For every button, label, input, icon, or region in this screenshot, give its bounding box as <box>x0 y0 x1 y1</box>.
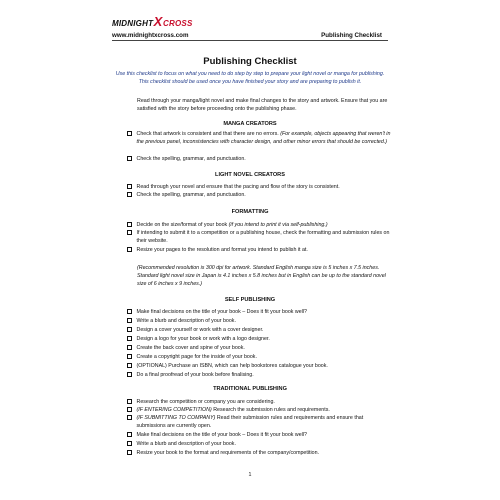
checklist-item <box>127 183 392 191</box>
checkbox-icon[interactable] <box>127 131 132 136</box>
checkbox-icon[interactable] <box>127 441 132 446</box>
item-text: Decide on the size/format of your book <box>136 222 229 228</box>
item-text: Check the spelling, grammar, and punctuation. <box>136 156 246 162</box>
checkbox-icon[interactable] <box>127 327 132 332</box>
checklist-item <box>127 344 392 352</box>
checkbox-icon[interactable] <box>127 184 132 189</box>
website-url: www.midnightxcross.com <box>112 32 189 39</box>
item-text: Design a cover yourself or work with a cover designer. <box>136 327 264 333</box>
item-text: Read through your novel and ensure that the pacing and flow of the story is consistent. <box>136 184 340 190</box>
header-divider <box>112 40 388 41</box>
item-text: Create the back cover and spine of your book. <box>136 345 245 351</box>
checkbox-icon[interactable] <box>127 309 132 314</box>
checkbox-icon[interactable] <box>127 450 132 455</box>
checkbox-icon[interactable] <box>127 372 132 377</box>
formatting-note: (Recommended resolution is 300 dpi for artwork. Standard English manga size is 5 inches x 7.5 inches. Standard light novel size in Japan is 4.1 inches x 5.8 inches but in English can be up to the standard novel size of 6 inches x 9 inches.) <box>137 265 386 288</box>
item-condition: (IF ENTERING COMPETITION) <box>136 407 212 413</box>
lead-paragraph: Read through your manga/light novel and make final changes to the story and artwork. Ensure that you are satisfied with the story before proceeding onto the publishing phase. <box>137 98 388 113</box>
midnightxcross-logo <box>112 11 192 31</box>
checklist-item <box>127 353 392 361</box>
page-title: Publishing Checklist <box>203 56 297 67</box>
item-note: (For example, objects appearing that weren't in the previous panel, inconsistencies with character design, and other minor errors that should be corrected.) <box>136 131 391 146</box>
checkbox-icon[interactable] <box>127 318 132 323</box>
item-text: Check the spelling, grammar, and punctuation. <box>136 192 246 198</box>
item-text: Resize your book to the format and requirements of the company/competition. <box>136 450 320 456</box>
checkbox-icon[interactable] <box>127 345 132 350</box>
checklist-item <box>127 221 392 229</box>
checklist-item <box>127 229 392 245</box>
checklist-item <box>127 406 392 414</box>
item-text: Write a blurb and description of your book. <box>136 318 236 324</box>
checkbox-icon[interactable] <box>127 415 132 420</box>
section-heading-light-novel: LIGHT NOVEL CREATORS <box>215 172 285 178</box>
logo-text-right: CROSS <box>163 18 193 28</box>
item-text: If intending to submit it to a competition or a publishing house, check the formatting and submission rules on their website. <box>136 230 390 245</box>
section-heading-formatting: FORMATTING <box>231 209 269 215</box>
checklist-item <box>127 335 392 343</box>
checkbox-icon[interactable] <box>127 247 132 252</box>
header-doc-label: Publishing Checklist <box>321 32 382 39</box>
checklist-item <box>127 130 392 146</box>
item-text: Resize your pages to the resolution and format you intend to publish it at. <box>136 247 308 253</box>
item-text: Check that artwork is consistent and that there are no errors. <box>136 131 281 137</box>
checklist-item <box>127 362 392 370</box>
checkbox-icon[interactable] <box>127 399 132 404</box>
checklist-item <box>127 317 392 325</box>
checklist-item <box>127 414 392 430</box>
item-text: Research the submission rules and requirements. <box>211 407 330 413</box>
checkbox-icon[interactable] <box>127 354 132 359</box>
checklist-item <box>127 440 392 448</box>
checkbox-icon[interactable] <box>127 230 132 235</box>
checklist-item <box>127 326 392 334</box>
checklist-item <box>127 449 392 457</box>
checkbox-icon[interactable] <box>127 432 132 437</box>
checkbox-icon[interactable] <box>127 407 132 412</box>
checkbox-icon[interactable] <box>127 222 132 227</box>
checklist-item <box>127 431 392 439</box>
checkbox-icon[interactable] <box>127 156 132 161</box>
checkbox-icon[interactable] <box>127 363 132 368</box>
item-text: (OPTIONAL) Purchase an ISBN, which can help bookstores catalogue your book. <box>136 363 328 369</box>
section-heading-traditional-publishing: TRADITIONAL PUBLISHING <box>213 386 287 392</box>
checklist-item <box>127 155 392 163</box>
checklist-item <box>127 308 392 316</box>
logo-text-left: MIDNIGHT <box>112 18 154 28</box>
item-text: Make final decisions on the title of your book – Does it fit your book well? <box>136 432 307 438</box>
item-text: Design a logo for your book or work with a logo designer. <box>136 336 270 342</box>
checklist-item <box>127 371 392 379</box>
checkbox-icon[interactable] <box>127 336 132 341</box>
item-text: Write a blurb and description of your book. <box>136 441 236 447</box>
logo-x-icon: X <box>153 13 163 29</box>
item-text: Create a copyright page for the inside of your book. <box>136 354 257 360</box>
section-heading-manga: MANGA CREATORS <box>223 121 277 127</box>
item-note: (if you intend to print it via self-publishing.) <box>228 222 328 228</box>
checklist-item <box>127 246 392 254</box>
intro-paragraph: Use this checklist to focus on what you need to do step by step to prepare your light novel or manga for publishing. This checklist should be used once you have finished your story and are preparing to publish it. <box>115 71 385 86</box>
item-condition: (IF SUBMITTING TO COMPANY) <box>136 415 216 421</box>
item-text: Do a final proofread of your book before finalising. <box>136 372 254 378</box>
checklist-item <box>127 191 392 199</box>
item-text: Read their submission rules and requirements and ensure that submissions are currently open. <box>136 415 364 430</box>
section-heading-self-publishing: SELF PUBLISHING <box>224 297 276 303</box>
item-text: Research the competition or company you are considering. <box>136 399 275 405</box>
checklist-item <box>127 398 392 406</box>
page-number: 1 <box>248 472 252 478</box>
checkbox-icon[interactable] <box>127 192 132 197</box>
item-text: Make final decisions on the title of your book – Does it fit your book well? <box>136 309 307 315</box>
